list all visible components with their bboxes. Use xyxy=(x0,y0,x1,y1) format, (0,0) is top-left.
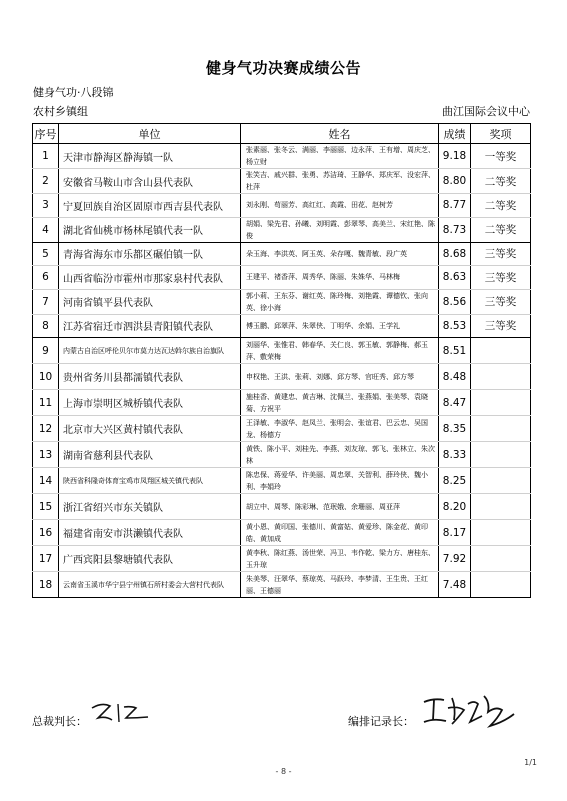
row-score: 8.53 xyxy=(439,314,471,338)
page-count: 1/1 xyxy=(524,758,537,767)
row-names: 朵玉海、李洪英、阿玉英、朵存嘎、魏青敏、段广英 xyxy=(241,242,439,266)
row-unit: 安徽省马鞍山市含山县代表队 xyxy=(59,169,241,194)
row-unit: 陕西省科隆奇体育宝鸡市凤翔区城关镇代表队 xyxy=(59,468,241,494)
row-score: 8.77 xyxy=(439,194,471,218)
table-row xyxy=(33,364,531,390)
row-names: 张素丽、张冬云、满丽、李丽丽、边永萍、王有增、周庆芝、杨立财 xyxy=(241,144,439,169)
header-score: 成绩 xyxy=(439,124,471,144)
row-number: 14 xyxy=(33,468,59,494)
row-award: 二等奖 xyxy=(471,217,531,242)
row-number: 1 xyxy=(33,144,59,169)
row-names: 王泽敏、李淑华、赵凤兰、张明会、张谊君、巴云忠、吴国龙、杨德方 xyxy=(241,416,439,442)
row-score: 8.33 xyxy=(439,442,471,468)
row-unit: 内蒙古自治区呼伦贝尔市莫力达瓦达斡尔族自治旗队 xyxy=(59,338,241,364)
row-names: 胡娟、梁先君、孙曦、刘明霞、彭翠琴、高美兰、宋红艳、陈俊 xyxy=(241,217,439,242)
row-number: 11 xyxy=(33,390,59,416)
row-names: 施桂香、黄建忠、黄吉琳、沈佩兰、张燕娟、张美琴、袁晓菊、方祝平 xyxy=(241,390,439,416)
row-number: 18 xyxy=(33,572,59,598)
row-names: 刘永刚、苟丽芳、高红红、高霞、田花、赵树芳 xyxy=(241,194,439,218)
table-row xyxy=(33,572,531,598)
row-number: 17 xyxy=(33,546,59,572)
row-score: 8.63 xyxy=(439,266,471,290)
row-names: 申权艳、王洪、张莉、刘娜、邱方琴、官旺秀、邱方琴 xyxy=(241,364,439,390)
row-names: 陈忠保、蒋爱华、许美丽、周忠翠、关智利、薛玲侠、魏小利、李娟玲 xyxy=(241,468,439,494)
table-row xyxy=(33,546,531,572)
row-award xyxy=(471,468,531,494)
header-names: 姓名 xyxy=(241,124,439,144)
table-row xyxy=(33,144,531,169)
row-unit: 广西宾阳县黎塘镇代表队 xyxy=(59,546,241,572)
table-row xyxy=(33,390,531,416)
row-score: 7.92 xyxy=(439,546,471,572)
row-unit: 贵州省务川县都濡镇代表队 xyxy=(59,364,241,390)
row-unit: 浙江省绍兴市东关镇队 xyxy=(59,494,241,520)
recorder-signature xyxy=(418,688,518,732)
row-unit: 湖南省慈利县代表队 xyxy=(59,442,241,468)
table-row xyxy=(33,289,531,314)
row-score: 7.48 xyxy=(439,572,471,598)
row-names: 王建平、褚香萍、周秀华、陈丽、朱姝华、马林梅 xyxy=(241,266,439,290)
event-name: 健身气功·八段锦 xyxy=(33,86,114,99)
table-row xyxy=(33,169,531,194)
row-unit: 云南省玉溪市华宁县宁州镇石所村委会大营村代表队 xyxy=(59,572,241,598)
row-score: 8.48 xyxy=(439,364,471,390)
row-award: 二等奖 xyxy=(471,169,531,194)
row-number: 6 xyxy=(33,266,59,290)
row-award: 三等奖 xyxy=(471,289,531,314)
row-number: 15 xyxy=(33,494,59,520)
row-award xyxy=(471,494,531,520)
row-score: 8.56 xyxy=(439,289,471,314)
table-header-row xyxy=(33,124,531,144)
row-names: 刘丽华、张惟君、韩春华、关仁良、郭玉敏、郭静梅、郝玉萍、敷荣梅 xyxy=(241,338,439,364)
row-unit: 天津市静海区静海镇一队 xyxy=(59,144,241,169)
row-score: 8.51 xyxy=(439,338,471,364)
row-score: 8.68 xyxy=(439,242,471,266)
row-names: 黄李秋、陈红燕、汤世荣、冯卫、韦作乾、梁力方、唐桂东、玉升琼 xyxy=(241,546,439,572)
header-award: 奖项 xyxy=(471,124,531,144)
row-names: 黄小恩、黄印国、张德川、黄富姑、黄爱珍、陈金花、黄印皓、黄加成 xyxy=(241,520,439,546)
row-unit: 青海省海东市乐都区碾伯镇一队 xyxy=(59,242,241,266)
row-score: 8.47 xyxy=(439,390,471,416)
results-table xyxy=(32,123,531,598)
row-names: 胡立中、周琴、陈彩琳、范珉娥、余珊丽、周亚萍 xyxy=(241,494,439,520)
table-row xyxy=(33,468,531,494)
table-row xyxy=(33,338,531,364)
table-row xyxy=(33,217,531,242)
row-award xyxy=(471,572,531,598)
row-unit: 宁夏回族自治区固原市西吉县代表队 xyxy=(59,194,241,218)
row-award xyxy=(471,546,531,572)
header-no: 序号 xyxy=(33,124,59,144)
table-row xyxy=(33,494,531,520)
row-number: 7 xyxy=(33,289,59,314)
table-row xyxy=(33,242,531,266)
row-names: 张笑吉、戚兴群、张勇、苏洁琦、王静华、郑庆军、没宏萍、杜萍 xyxy=(241,169,439,194)
table-row xyxy=(33,520,531,546)
row-score: 8.73 xyxy=(439,217,471,242)
row-award xyxy=(471,390,531,416)
table-row xyxy=(33,314,531,338)
row-score: 8.17 xyxy=(439,520,471,546)
row-number: 5 xyxy=(33,242,59,266)
table-body xyxy=(33,144,531,598)
page-title: 健身气功决赛成绩公告 xyxy=(205,59,361,77)
row-award xyxy=(471,338,531,364)
chief-judge-signature xyxy=(88,698,158,728)
group-name: 农村乡镇组 xyxy=(33,105,88,118)
row-award: 三等奖 xyxy=(471,242,531,266)
row-number: 2 xyxy=(33,169,59,194)
row-award: 三等奖 xyxy=(471,266,531,290)
row-score: 8.25 xyxy=(439,468,471,494)
row-score: 8.80 xyxy=(439,169,471,194)
row-award: 二等奖 xyxy=(471,194,531,218)
row-names: 黄铁、陈小平、刘桂先、李燕、刘友琼、郭飞、张林立、朱次林 xyxy=(241,442,439,468)
row-number: 16 xyxy=(33,520,59,546)
row-number: 4 xyxy=(33,217,59,242)
row-score: 9.18 xyxy=(439,144,471,169)
row-score: 8.20 xyxy=(439,494,471,520)
row-award xyxy=(471,416,531,442)
row-number: 12 xyxy=(33,416,59,442)
row-unit: 河南省镇平县代表队 xyxy=(59,289,241,314)
row-names: 朱美琴、汪翠华、蔡琼英、马跃玲、李梦清、王生贵、王红丽、王德丽 xyxy=(241,572,439,598)
row-names: 傅玉鹏、邱翠萍、朱翠侠、丁明华、余娟、王学礼 xyxy=(241,314,439,338)
row-number: 10 xyxy=(33,364,59,390)
row-score: 8.35 xyxy=(439,416,471,442)
row-unit: 北京市大兴区黄村镇代表队 xyxy=(59,416,241,442)
row-number: 8 xyxy=(33,314,59,338)
chief-judge-label: 总裁判长： xyxy=(32,715,87,728)
row-number: 9 xyxy=(33,338,59,364)
row-unit: 山西省临汾市霍州市那家泉村代表队 xyxy=(59,266,241,290)
row-award: 三等奖 xyxy=(471,314,531,338)
row-award: 一等奖 xyxy=(471,144,531,169)
table-row xyxy=(33,442,531,468)
header-unit: 单位 xyxy=(59,124,241,144)
row-number: 3 xyxy=(33,194,59,218)
row-unit: 湖北省仙桃市杨林尾镇代表一队 xyxy=(59,217,241,242)
table-row xyxy=(33,194,531,218)
row-unit: 福建省南安市洪濑镇代表队 xyxy=(59,520,241,546)
row-unit: 江苏省宿迁市泗洪县青阳镇代表队 xyxy=(59,314,241,338)
row-names: 郭小莉、王东芬、谢红英、陈玲梅、刘艳霞、谭德钦、张向英、徐小海 xyxy=(241,289,439,314)
row-award xyxy=(471,520,531,546)
recorder-label: 编排记录长： xyxy=(348,715,414,728)
page-number: - 8 - xyxy=(275,767,292,776)
row-award xyxy=(471,364,531,390)
row-number: 13 xyxy=(33,442,59,468)
row-unit: 上海市崇明区城桥镇代表队 xyxy=(59,390,241,416)
venue-name: 曲江国际会议中心 xyxy=(442,105,530,118)
row-award xyxy=(471,442,531,468)
table-row xyxy=(33,266,531,290)
table-row xyxy=(33,416,531,442)
